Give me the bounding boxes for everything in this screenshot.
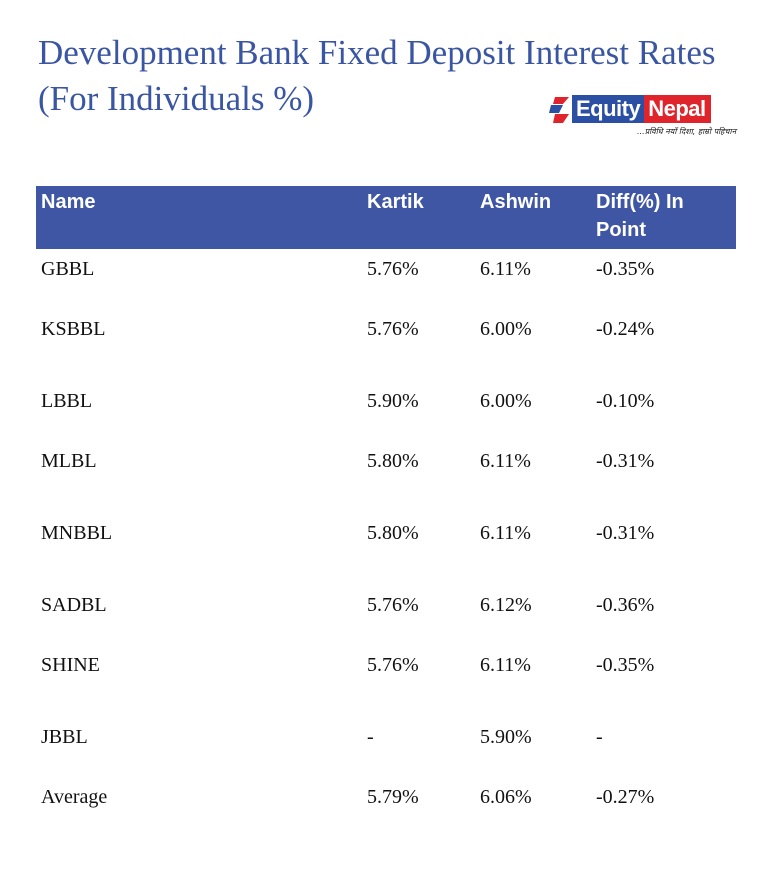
cell-kartik: - [367,726,374,748]
page-title: Development Bank Fixed Deposit Interest Rates (For Individuals %) [38,33,716,118]
cell-kartik: 5.90% [367,390,419,412]
cell-ashwin: 6.11% [480,450,531,472]
logo-equity-text: Equity [572,95,644,123]
logo-tagline: ...प्रविधि नयाँ दिशा, हाम्रो पहिचान [637,127,737,136]
cell-ashwin: 6.12% [480,594,532,616]
cell-diff: -0.27% [596,786,655,808]
cell-name: GBBL [41,258,95,280]
cell-diff: - [596,726,603,748]
cell-ashwin: 5.90% [480,726,532,748]
cell-name: JBBL [41,726,88,748]
cell-ashwin: 6.00% [480,390,532,412]
cell-name: SADBL [41,594,107,616]
cell-name: LBBL [41,390,93,412]
cell-name: SHINE [41,654,100,676]
cell-name: Average [41,786,108,808]
cell-ashwin: 6.11% [480,654,531,676]
cell-kartik: 5.79% [367,786,419,808]
header-ashwin: Ashwin [480,191,552,213]
header-kartik: Kartik [367,191,424,213]
equity-nepal-logo [549,95,737,143]
cell-ashwin: 6.06% [480,786,532,808]
cell-kartik: 5.76% [367,594,419,616]
logo-wordmark [572,95,711,123]
cell-kartik: 5.76% [367,654,419,676]
cell-kartik: 5.80% [367,522,419,544]
cell-ashwin: 6.00% [480,318,532,340]
cell-kartik: 5.80% [367,450,419,472]
cell-diff: -0.31% [596,450,655,472]
header-diff: Diff(%) In Point [596,191,684,241]
logo-nepal-text: Nepal [644,95,710,123]
cell-kartik: 5.76% [367,318,419,340]
cell-name: MNBBL [41,522,113,544]
cell-diff: -0.24% [596,318,655,340]
cell-diff: -0.10% [596,390,655,412]
cell-ashwin: 6.11% [480,258,531,280]
cell-ashwin: 6.11% [480,522,531,544]
cell-diff: -0.35% [596,258,655,280]
cell-kartik: 5.76% [367,258,419,280]
cell-name: KSBBL [41,318,106,340]
cell-name: MLBL [41,450,97,472]
header-name: Name [41,191,96,213]
cell-diff: -0.31% [596,522,655,544]
cell-diff: -0.36% [596,594,655,616]
table-header [36,186,736,249]
cell-diff: -0.35% [596,654,655,676]
